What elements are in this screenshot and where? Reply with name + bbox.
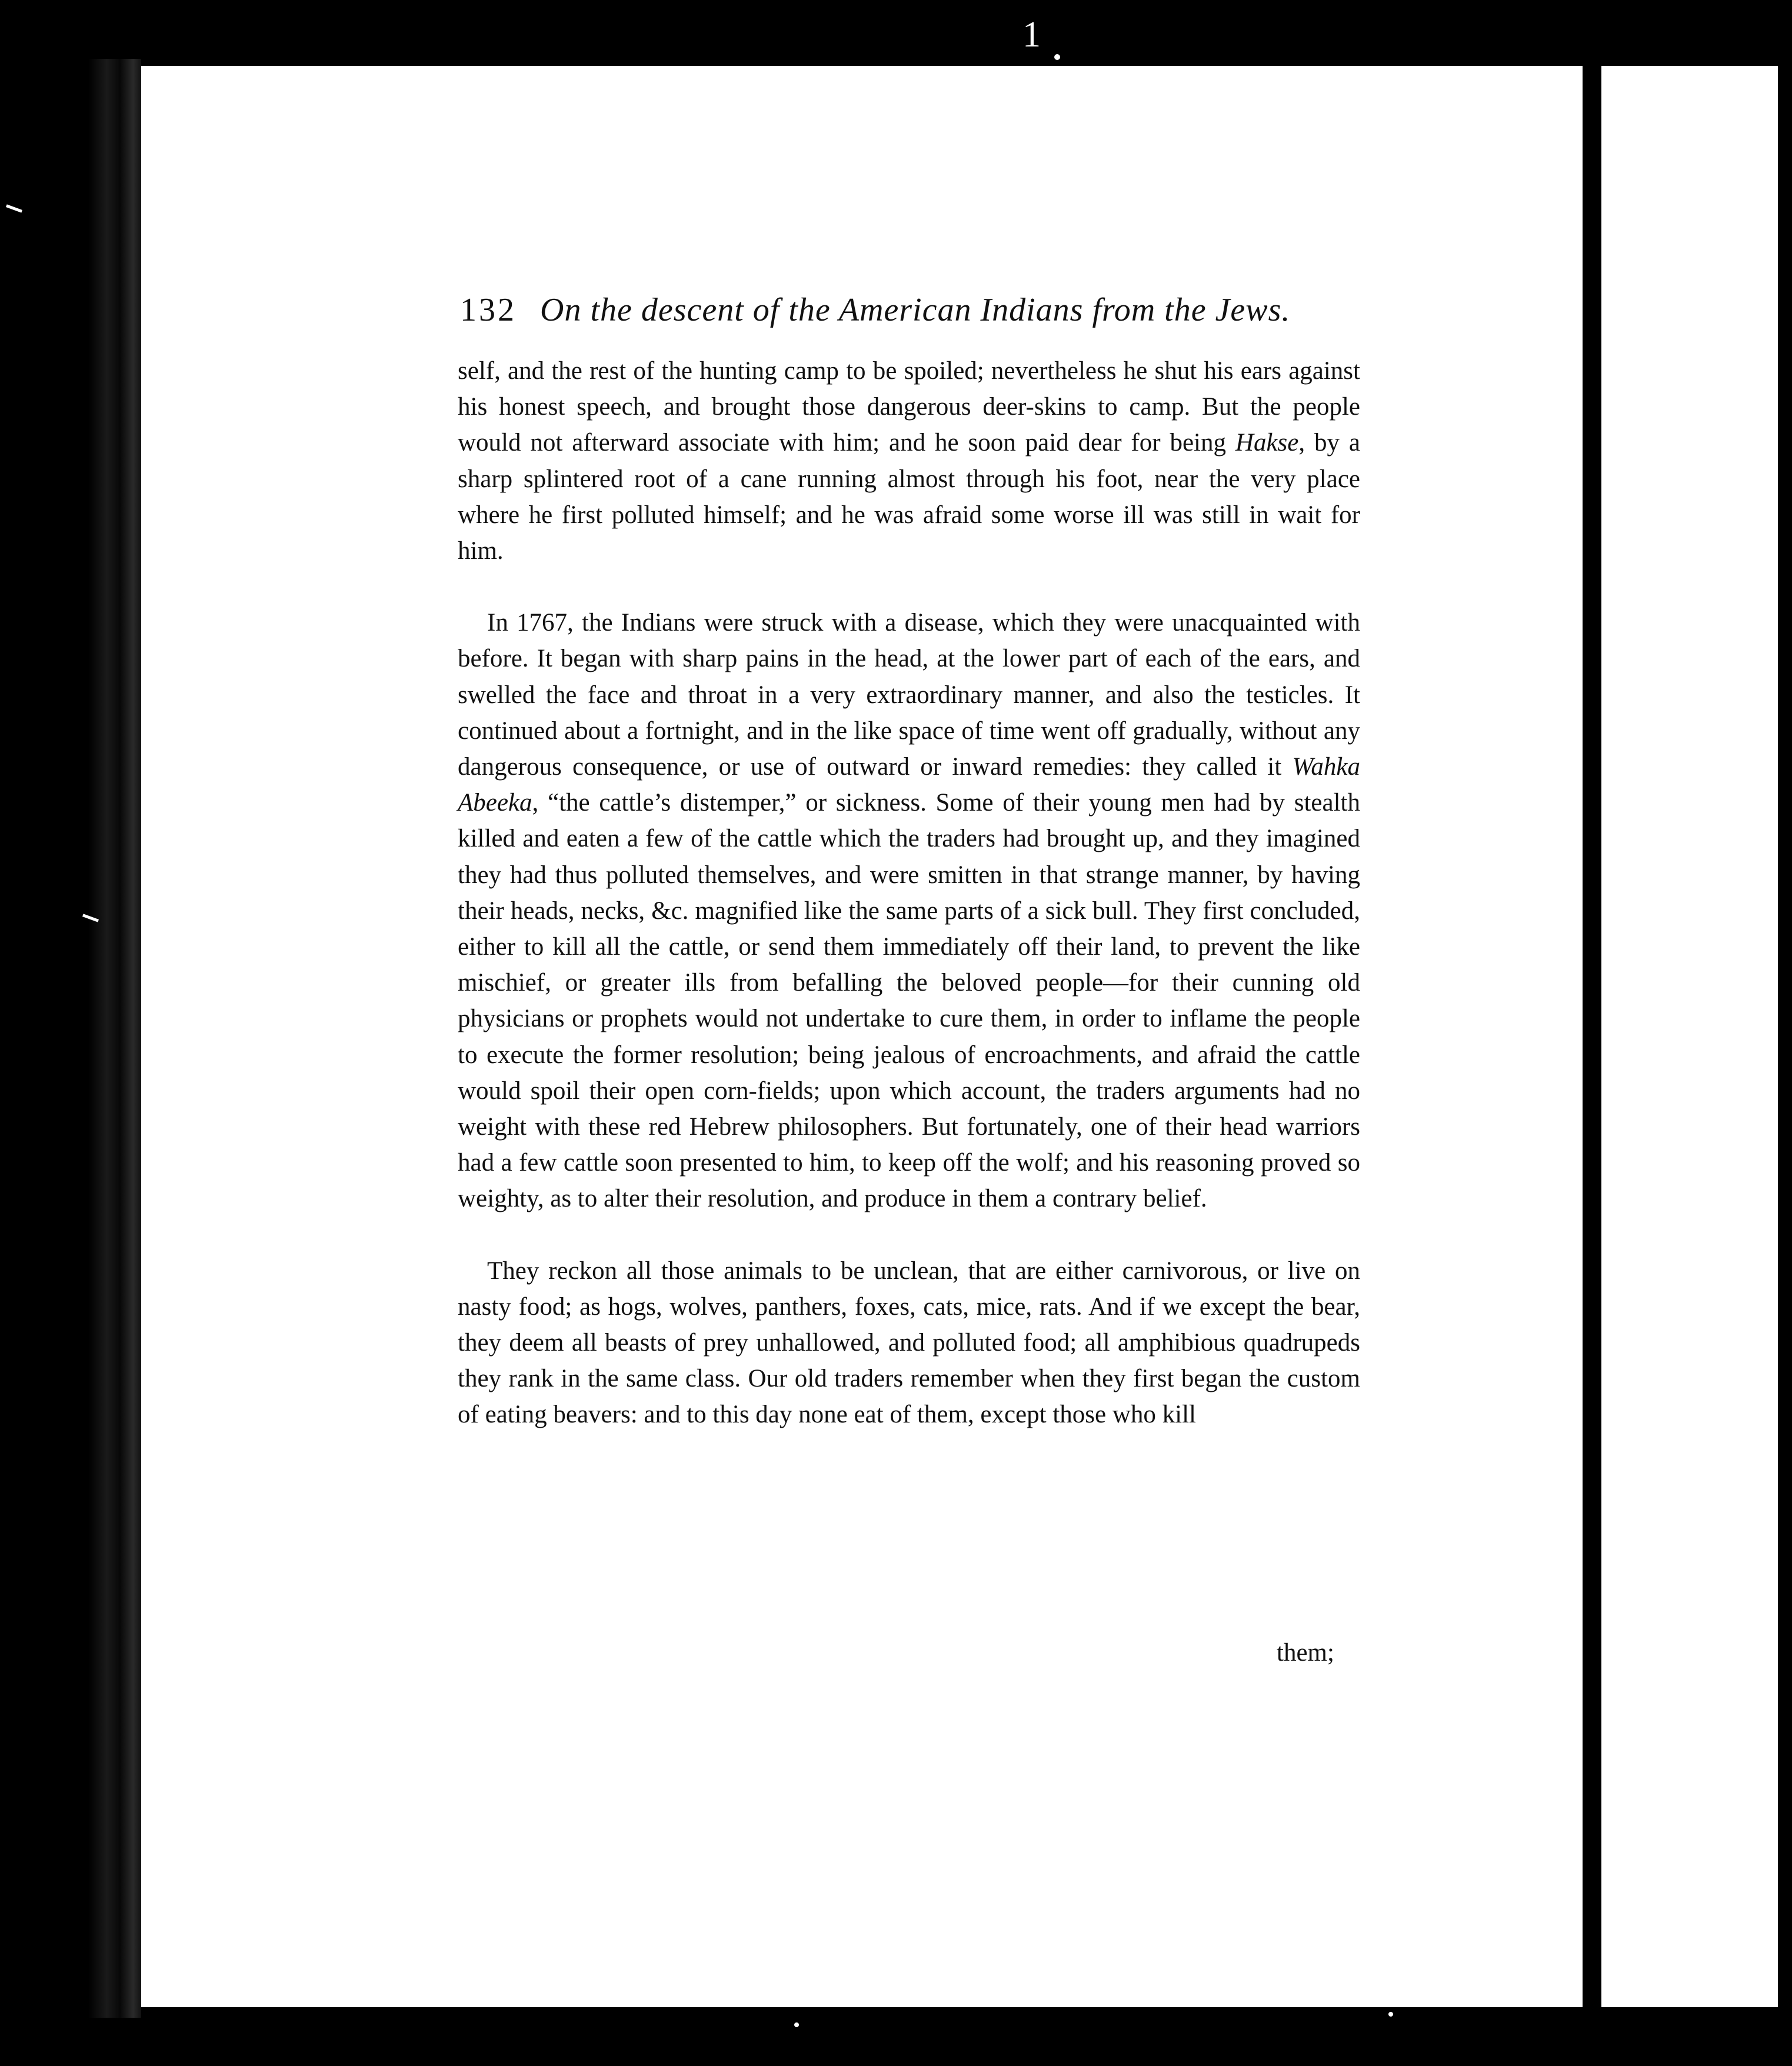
paragraph-text: , by a sharp splintered root of a cane running almost through his foot, near the very place where he first polluted himself; and he was afraid some worse ill was still in wait for him. <box>458 429 1361 565</box>
dust-speck <box>631 1990 638 1997</box>
italic-term: Hakse <box>1235 429 1299 457</box>
dust-speck <box>794 2022 799 2027</box>
dust-speck <box>1388 2012 1393 2017</box>
facing-page <box>1601 66 1778 2007</box>
body-text <box>458 353 1360 1469</box>
italic-term: Wahka Abeeka <box>458 753 1360 817</box>
catchword: them; <box>1277 1639 1334 1667</box>
paragraph-text: In 1767, the Indians were struck with a disease, which they were unacquainted with before. It began with sharp pains in the head, at the lower part of each of the ears, and swelled the face and throat in a very extraordinary manner, and also the testicles. It continued about a fortnight, and in the like space of time went off gradually, without any dangerous consequence, or use of outward or inward remedies: they called it <box>458 609 1360 781</box>
book-spine-edge <box>88 59 141 2018</box>
page-number: 132 <box>460 292 517 328</box>
paragraph <box>458 605 1360 1217</box>
dust-speck <box>1054 54 1060 60</box>
paragraph-text: , “the cattle’s distemper,” or sickness. Some of their young men had by stealth killed and eaten a few of the cattle which the traders had brought up, and they imagined they had thus polluted themselves, and were smitten in that strange manner, by having their heads, necks, &c. magnified like the same parts of a sick bull. They first concluded, either to kill all the cattle, or send them immediately off their land, to prevent the like mischief, or greater ills from befalling the beloved people—for their cunning old physicians or prophets would not undertake to cure them, in order to inflame the people to execute the former resolution; being jealous of encroachments, and afraid the cattle would spoil their open corn-fields; upon which account, the traders arguments had no weight with these red Hebrew philosophers. But fortunately, one of their head warriors had a few cattle soon presented to him, to keep off the wolf; and his reasoning proved so weighty, as to alter their resolution, and produce in them a contrary belief. <box>458 789 1360 1213</box>
paragraph-text: self, and the rest of the hunting camp to be spoiled; nevertheless he shut his ears against his honest speech, and brought those dangerous deer-skins to camp. But the people would not afterward associate with him; and he soon paid dear for being <box>458 357 1360 457</box>
running-head <box>460 291 1291 329</box>
paragraph <box>458 353 1360 569</box>
page-gutter <box>1583 66 1601 2007</box>
paragraph-text: They reckon all those animals to be unclean, that are either carnivorous, or live on nasty food; as hogs, wolves, panthers, foxes, cats, mice, rats. And if we except the bear, they deem all beasts of prey unhallowed, and polluted food; all amphibious quadrupeds they rank in the same class. Our old traders remember when they first began the custom of eating beavers: and to this day none eat of them, except those who kill <box>458 1257 1360 1429</box>
running-title: On the descent of the American Indians from the Jews. <box>540 292 1291 328</box>
scan-top-mark: 1 <box>1022 15 1041 55</box>
paragraph <box>458 1253 1360 1433</box>
